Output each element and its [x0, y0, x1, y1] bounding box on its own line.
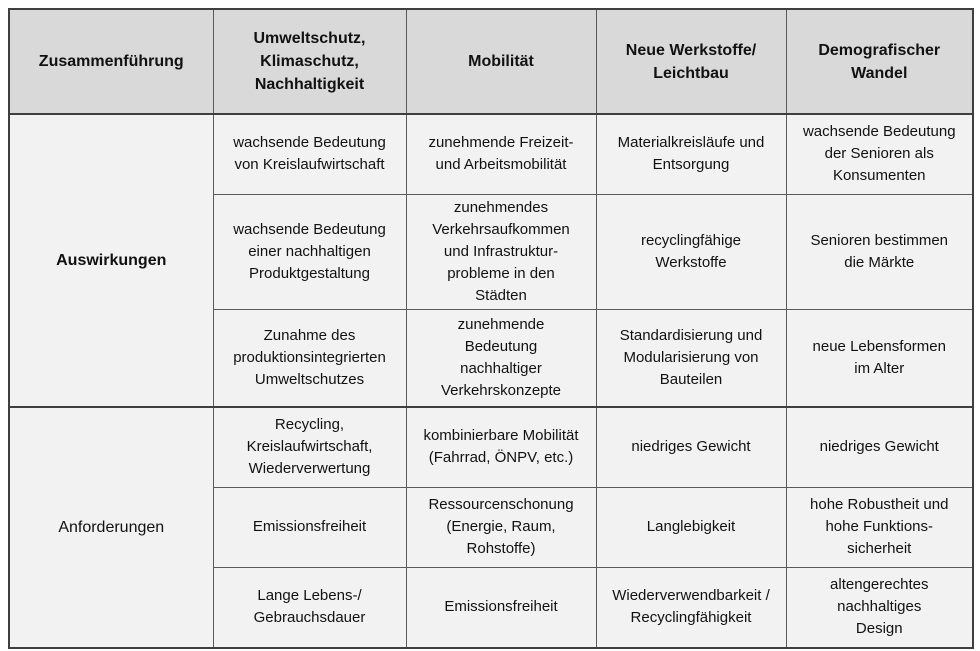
table-cell: zunehmendes Verkehrsaufkommen und Infrastruktur- probleme in den Städten	[406, 194, 596, 309]
table-cell: Recycling, Kreislaufwirtschaft, Wiederverwertung	[213, 407, 406, 487]
table-cell: Lange Lebens-/ Gebrauchsdauer	[213, 567, 406, 648]
table-cell: Langlebigkeit	[596, 487, 786, 567]
table-cell: Emissionsfreiheit	[406, 567, 596, 648]
table-cell: wachsende Bedeutung der Senioren als Konsumenten	[786, 114, 973, 194]
section-label-auswirkungen: Auswirkungen	[9, 114, 213, 407]
table-cell: Materialkreisläufe und Entsorgung	[596, 114, 786, 194]
table-cell: Emissionsfreiheit	[213, 487, 406, 567]
table-cell: altengerechtes nachhaltiges Design	[786, 567, 973, 648]
table-row	[9, 114, 973, 194]
header-materials: Neue Werkstoffe/ Leichtbau	[596, 9, 786, 114]
table-cell: Ressourcenschonung (Energie, Raum, Rohstoffe)	[406, 487, 596, 567]
header-row	[9, 9, 973, 114]
table-cell: zunehmende Freizeit- und Arbeitsmobilität	[406, 114, 596, 194]
table-cell: niedriges Gewicht	[596, 407, 786, 487]
table-cell: hohe Robustheit und hohe Funktions- sicherheit	[786, 487, 973, 567]
table-cell: recyclingfähige Werkstoffe	[596, 194, 786, 309]
table-cell: Senioren bestimmen die Märkte	[786, 194, 973, 309]
table-cell: wachsende Bedeutung einer nachhaltigen Produktgestaltung	[213, 194, 406, 309]
table-cell: niedriges Gewicht	[786, 407, 973, 487]
table-cell: Standardisierung und Modularisierung von Bauteilen	[596, 309, 786, 407]
table-cell: kombinierbare Mobilität (Fahrrad, ÖNPV, etc.)	[406, 407, 596, 487]
table-row	[9, 407, 973, 487]
header-demography: Demografischer Wandel	[786, 9, 973, 114]
table-cell: zunehmende Bedeutung nachhaltiger Verkehrskonzepte	[406, 309, 596, 407]
section-label-anforderungen: Anforderungen	[9, 407, 213, 648]
table-cell: neue Lebensformen im Alter	[786, 309, 973, 407]
table-cell: wachsende Bedeutung von Kreislaufwirtschaft	[213, 114, 406, 194]
header-corner-cell: Zusammenführung	[9, 9, 213, 114]
requirements-matrix-table	[8, 8, 974, 649]
header-mobility: Mobilität	[406, 9, 596, 114]
header-environment: Umweltschutz, Klimaschutz, Nachhaltigkeit	[213, 9, 406, 114]
table-cell: Wiederverwendbarkeit / Recyclingfähigkeit	[596, 567, 786, 648]
table-cell: Zunahme des produktionsintegrierten Umweltschutzes	[213, 309, 406, 407]
